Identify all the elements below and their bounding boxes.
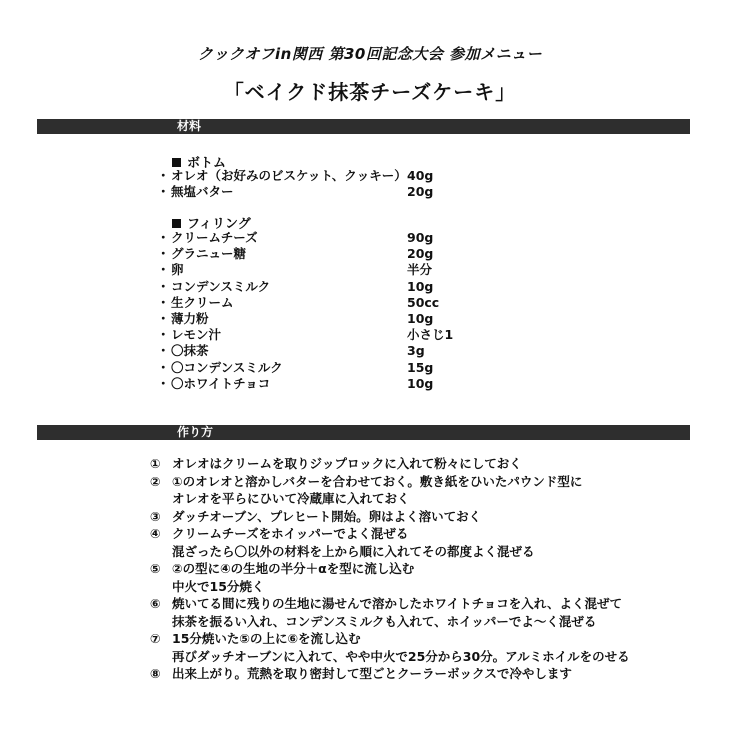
- method-step: [150, 630, 710, 665]
- ingredient-item: [157, 184, 457, 200]
- ingredient-name: レモン汁: [171, 327, 222, 343]
- bullet-dot: ・: [157, 230, 170, 245]
- ingredient-name: コンデンスミルク: [171, 278, 271, 294]
- ingredient-name: 〇抹茶: [171, 343, 209, 359]
- ingredient-name: 薄力粉: [171, 310, 209, 326]
- ingredient-name: グラニュー糖: [171, 246, 247, 262]
- step-number: ⑥: [150, 596, 161, 611]
- step-text-line: ダッチオーブン、プレヒート開始。卵はよく溶いておく: [172, 508, 482, 524]
- ingredient-quantity: 3g: [407, 343, 425, 359]
- ingredient-quantity: 20g: [407, 184, 434, 200]
- step-text-line: クリームチーズをホイッパーでよく混ぜる: [172, 526, 409, 541]
- method-step: [150, 455, 710, 473]
- bullet-dot: ・: [157, 310, 170, 326]
- ingredient-quantity: 40g: [407, 168, 434, 183]
- method-section-label: 作り方: [177, 425, 214, 439]
- square-bullet-icon: [172, 158, 181, 167]
- event-title: クックオフin関西 第30回記念大会 参加メニュー: [197, 45, 543, 63]
- ingredient-quantity: 15g: [407, 359, 434, 375]
- ingredient-quantity: 10g: [407, 375, 434, 391]
- bullet-dot: ・: [157, 359, 170, 375]
- materials-section-label: 材料: [177, 119, 202, 133]
- bullet-dot: ・: [157, 375, 170, 391]
- bullet-dot: ・: [157, 262, 170, 278]
- ingredient-item: [157, 360, 457, 376]
- ingredient-name: 〇コンデンスミルク: [171, 359, 283, 375]
- bullet-dot: ・: [157, 246, 170, 262]
- ingredient-item: [157, 168, 457, 184]
- ingredient-quantity: 半分: [407, 262, 433, 278]
- bullet-dot: ・: [157, 184, 170, 200]
- method-step: [150, 665, 710, 683]
- bullet-dot: ・: [157, 278, 170, 294]
- step-number: ①: [150, 456, 161, 471]
- bottom-heading-text: ボトム: [187, 156, 227, 171]
- ingredient-item: [157, 376, 457, 392]
- step-number: ③: [150, 508, 161, 524]
- ingredient-name: クリームチーズ: [171, 230, 258, 245]
- step-number: ⑤: [150, 561, 161, 576]
- step-text-line: 15分焼いた⑤の上に⑥を流し込む: [172, 631, 361, 646]
- ingredient-quantity: 小さじ1: [407, 327, 454, 343]
- ingredient-name: 生クリーム: [171, 294, 234, 310]
- ingredient-name: 無塩バター: [171, 184, 234, 200]
- step-text-line: オレオを平らにひいて冷蔵庫に入れておく: [172, 491, 410, 506]
- method-step: [150, 508, 710, 526]
- bullet-dot: ・: [157, 343, 170, 359]
- step-text-line: オレオはクリームを取りジップロックに入れて粉々にしておく: [172, 456, 522, 471]
- method-step: [150, 560, 710, 595]
- ingredient-item: [157, 343, 457, 359]
- filling-heading-text: フィリング: [187, 217, 251, 232]
- step-text-line: ②の型に④の生地の半分＋αを型に流し込む: [172, 561, 415, 576]
- bullet-dot: ・: [157, 294, 170, 310]
- ingredient-quantity: 50cc: [407, 294, 440, 310]
- ingredient-item: [157, 311, 457, 327]
- step-text-line: 混ざったら〇以外の材料を上から順に入れてその都度よく混ぜる: [172, 543, 535, 559]
- recipe-title: 「ベイクド抹茶チーズケーキ」: [223, 80, 517, 104]
- step-text-line: 再びダッチオーブンに入れて、やや中火で25分から30分。アルミホイルをのせる: [172, 648, 630, 664]
- filling-ingredient-list: [157, 230, 457, 392]
- square-bullet-icon: [172, 219, 181, 228]
- bullet-dot: ・: [157, 327, 170, 343]
- ingredient-quantity: 10g: [407, 310, 434, 326]
- ingredient-name: 〇ホワイトチョコ: [171, 375, 271, 391]
- ingredient-quantity: 10g: [407, 278, 434, 294]
- bottom-ingredient-list: [157, 168, 457, 200]
- method-step: [150, 595, 710, 630]
- ingredient-item: [157, 230, 457, 246]
- method-step: [150, 473, 710, 508]
- method-step-list: [150, 455, 710, 683]
- ingredient-item: [157, 279, 457, 295]
- step-number: ④: [150, 526, 161, 541]
- step-text-line: 出来上がり。荒熱を取り密封して型ごとクーラーボックスで冷やします: [172, 666, 572, 681]
- ingredient-name: オレオ（お好みのビスケット、クッキー）: [171, 168, 407, 183]
- ingredient-item: [157, 295, 457, 311]
- step-number: ⑦: [150, 631, 161, 646]
- ingredient-quantity: 90g: [407, 230, 434, 245]
- ingredient-item: [157, 327, 457, 343]
- ingredient-name: 卵: [171, 262, 184, 278]
- step-text-line: ①のオレオと溶かしバターを合わせておく。敷き紙をひいたパウンド型に: [172, 473, 583, 489]
- ingredient-item: [157, 262, 457, 278]
- bullet-dot: ・: [157, 168, 170, 183]
- step-text-line: 中火で15分焼く: [172, 578, 265, 594]
- ingredient-item: [157, 246, 457, 262]
- method-section-bar: [37, 425, 690, 440]
- materials-section-bar: [37, 119, 690, 134]
- step-text-line: 焼いてる間に残りの生地に湯せんで溶かしたホワイトチョコを入れ、よく混ぜて: [172, 596, 623, 611]
- ingredient-quantity: 20g: [407, 246, 434, 262]
- method-step: [150, 525, 710, 560]
- step-number: ⑧: [150, 666, 161, 681]
- step-text-line: 抹茶を振るい入れ、コンデンスミルクも入れて、ホイッパーでよ～く混ぜる: [172, 613, 597, 629]
- step-number: ②: [150, 473, 161, 489]
